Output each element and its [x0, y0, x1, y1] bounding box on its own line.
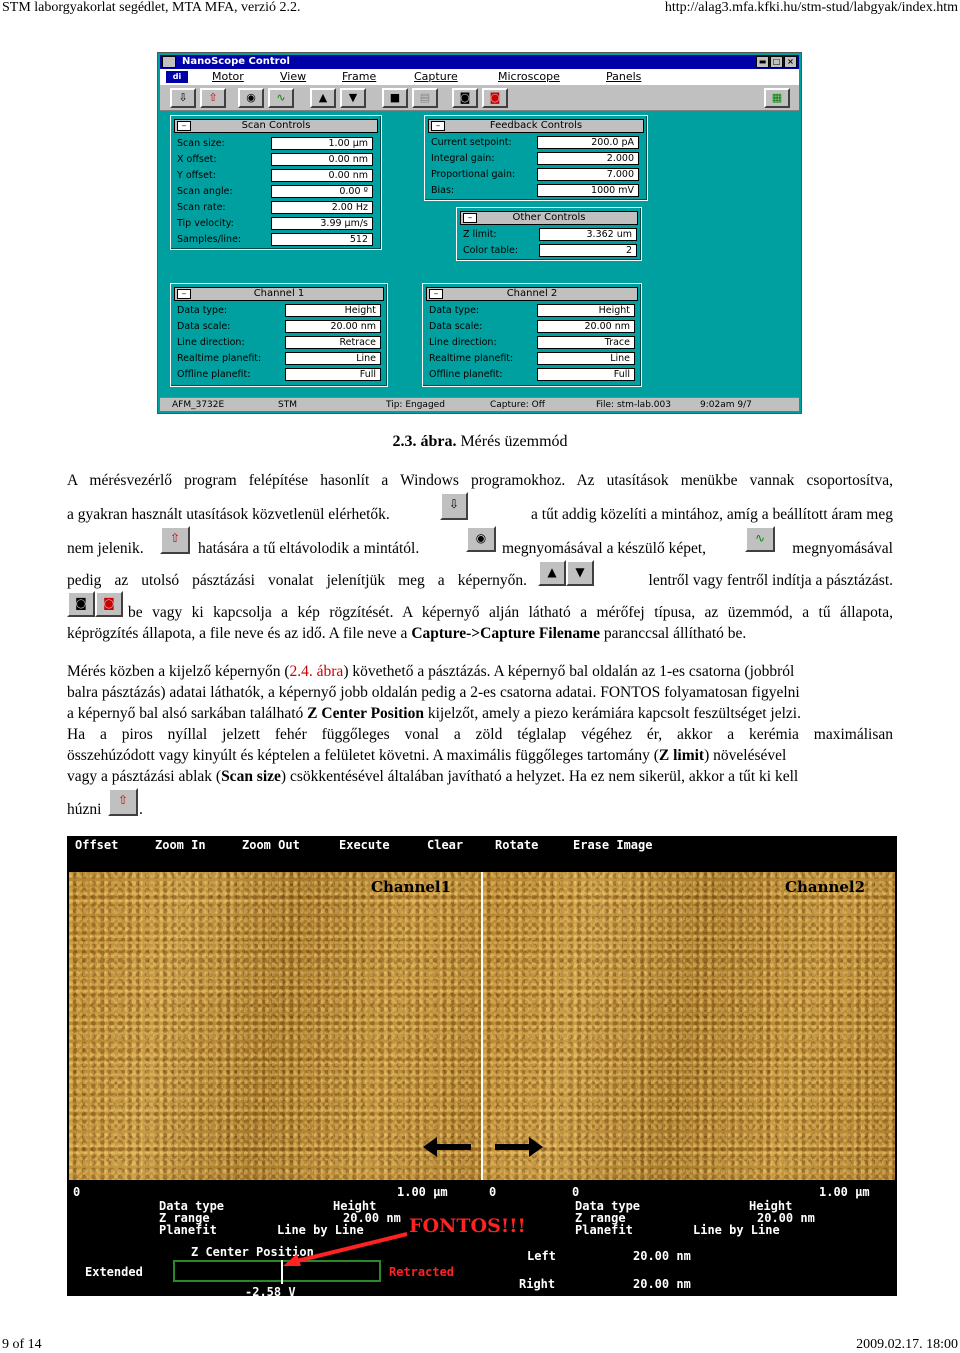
y-offset-field[interactable]: 0.00 nm: [271, 169, 373, 182]
channel2-label: Channel2: [785, 878, 866, 896]
ch1-offline-planefit-field[interactable]: Full: [285, 368, 381, 381]
nanoscope-statusbar: [160, 397, 799, 411]
frame-up-icon[interactable]: ▲: [310, 88, 336, 108]
tip-velocity-field[interactable]: 3.99 µm/s: [271, 217, 373, 230]
para2-line5: összehúzódott vagy kinyúlt és képtelen a felületet követni. A maximális függőleges tartomány (Z limit) növelésével: [67, 747, 787, 764]
ch1-realtime-planefit-field[interactable]: Line: [285, 352, 381, 365]
menu-frame[interactable]: Frame: [342, 70, 377, 83]
engage-icon[interactable]: ⇩: [170, 88, 196, 108]
menu-execute[interactable]: Execute: [339, 838, 390, 852]
channel1-panel: – Channel 1 Data type: Height Data scale: 20.00 nm Line direction: Retrace Realtime planefit: Line Offline planefit: Full: [170, 283, 388, 387]
scan-info-panel: 0 1.00 µm 0 0 1.00 µm Data type Height Z range 20.00 nm Planefit Line by Line Data type Height Z range 20.00 nm Planefit Line by Line FONTOS!!! Z Center Position Extended Retracted -2.58 V Left 20.00 nm Right 20.00 nm: [67, 1182, 897, 1296]
minimize-icon[interactable]: ▬: [756, 56, 769, 68]
samples-line-field[interactable]: 512: [271, 233, 373, 246]
red-arrow-icon: [281, 1230, 411, 1270]
para2-line3: a képernyő bal alsó sarkában található Z Center Position kijelzőt, amely a piezo kerámiára kapcsolt feszültséget jelzi.: [67, 705, 801, 722]
para1-line1: A mérésvezérlő program felépítése hasonlít a Windows programokhoz. Az utasítások menükbe vannak csoportosítva,: [67, 472, 893, 489]
status-tip: Tip: Engaged: [386, 400, 445, 410]
channel2-image[interactable]: [483, 872, 895, 1180]
other-controls-panel: – Other Controls Z limit: 3.362 um Color table: 2: [456, 207, 642, 261]
menu-panels[interactable]: Panels: [606, 70, 642, 83]
para1-line3d: megnyomásával: [792, 540, 893, 557]
maximize-icon[interactable]: □: [770, 56, 783, 68]
para2-line7a: húzni: [67, 801, 102, 818]
para1-line4a: pedig az utolsó pásztázási vonalat jelenítjük meg a képernyőn.: [67, 572, 527, 589]
para1-line3b: hatására a tű eltávolodik a mintától.: [198, 540, 420, 557]
para2-line2: balra pásztázás) adatai láthatók, a képernyő jobb oldalán pedig a 2-es csatorna adatai. FONTOS folyamatosan figyelni: [67, 684, 800, 701]
stop-icon[interactable]: ■: [382, 88, 408, 108]
para1-line2b: a tűt addig közelíti a mintához, amíg a beállított áram meg: [531, 506, 893, 523]
channel2-panel: – Channel 2 Data type: Height Data scale: 20.00 nm Line direction: Trace Realtime planefit: Line Offline planefit: Full: [422, 283, 642, 387]
panel-grid-icon[interactable]: ▦: [764, 88, 790, 108]
ch1-data-type-field[interactable]: Height: [285, 304, 381, 317]
eye-icon: ◉: [466, 526, 496, 552]
para1-line6: képrögzítés állapota, a file neve és az idő. A file neve a Capture->Capture Filename paranccsal állítható be.: [67, 625, 747, 642]
eye-icon[interactable]: ◉: [238, 88, 264, 108]
page-footer-count: 9 of 14: [2, 1337, 42, 1352]
channel1-header: – Channel 1: [174, 287, 384, 301]
menu-erase-image[interactable]: Erase Image: [573, 838, 653, 852]
para2-line6: vagy a pásztázási ablak (Scan size) csökkentésével általában javítható a helyzet. Ha ez nem sikerül, akkor a tűt ki kell: [67, 768, 799, 785]
menu-zoom-in[interactable]: Zoom In: [155, 838, 206, 852]
scan-display: [67, 836, 897, 1299]
scope-wave-icon: ∿: [745, 526, 775, 552]
frame-down-icon[interactable]: ▼: [340, 88, 366, 108]
para2-line1: Mérés közben a kijelző képernyőn (2.4. ábra) követhető a pásztázás. A képernyő bal oldalán az 1-es csatorna (jobbról: [67, 663, 795, 680]
status-mode: STM: [278, 400, 297, 410]
withdraw-icon: ⇧: [108, 788, 138, 816]
capture-cancel-icon: ◙: [95, 591, 123, 617]
feedback-controls-panel: – Feedback Controls Current setpoint: 200.0 pA Integral gain: 2.000 Proportional gain: 7.000 Bias: 1000 mV: [424, 115, 648, 201]
engage-icon: ⇩: [440, 492, 468, 520]
window-title: NanoScope Control: [182, 56, 290, 67]
panel-collapse-icon[interactable]: –: [429, 289, 443, 299]
para1-line3a: nem jelenik.: [67, 540, 144, 557]
ch1-line-direction-field[interactable]: Retrace: [285, 336, 381, 349]
nanoscope-titlebar: [160, 55, 799, 69]
page-header-url[interactable]: http://alag3.mfa.kfki.hu/stm-stud/labgyak/index.htm: [664, 0, 958, 15]
status-file: File: stm-lab.003: [596, 400, 671, 410]
para1-line4b: lentről vagy fentről indítja a pásztázást.: [648, 572, 893, 589]
ch1-data-scale-field[interactable]: 20.00 nm: [285, 320, 381, 333]
channel1-label: Channel1: [371, 878, 452, 896]
scope-wave-icon[interactable]: ∿: [268, 88, 294, 108]
para1-line5: be vagy ki kapcsolja a kép rögzítését. A képernyő alján látható a mérőfej típusa, az üzemmód, a tű állapota,: [128, 604, 893, 621]
scan-angle-field[interactable]: 0.00 º: [271, 185, 373, 198]
withdraw-icon: ⇧: [160, 526, 190, 554]
nanoscope-toolbar: [160, 85, 799, 111]
menu-zoom-out[interactable]: Zoom Out: [242, 838, 300, 852]
nanoscope-menubar: [160, 69, 799, 85]
scan-controls-header: – Scan Controls: [174, 119, 378, 133]
panel-collapse-icon[interactable]: –: [431, 121, 445, 131]
menu-clear[interactable]: Clear: [427, 838, 464, 852]
para2-line7b: .: [139, 801, 143, 818]
figure-link-2-4[interactable]: 2.4. ábra: [289, 663, 344, 680]
ch2-realtime-planefit-field[interactable]: Line: [537, 352, 635, 365]
system-menu-icon[interactable]: [162, 56, 176, 68]
channel2-header: – Channel 2: [426, 287, 638, 301]
menu-offset[interactable]: Offset: [75, 838, 119, 852]
scan-size-field[interactable]: 1.00 µm: [271, 137, 373, 150]
z-center-value: -2.58 V: [245, 1285, 296, 1299]
page-footer-date: 2009.02.17. 18:00: [856, 1337, 958, 1352]
x-offset-field[interactable]: 0.00 nm: [271, 153, 373, 166]
proportional-gain-field[interactable]: 7.000: [537, 168, 639, 181]
fontos-warning: FONTOS!!!: [409, 1215, 526, 1237]
nanoscope-window: [157, 52, 802, 414]
feedback-controls-header: – Feedback Controls: [428, 119, 644, 133]
para1-line3c: megnyomásával a készülő képet,: [502, 540, 707, 557]
page-header-title: STM laborgyakorlat segédlet, MTA MFA, verzió 2.2.: [2, 0, 301, 15]
figure-caption-2-3: 2.3. ábra. Mérés üzemmód: [392, 433, 568, 450]
panel-collapse-icon[interactable]: –: [463, 213, 477, 223]
status-capture: Capture: Off: [490, 400, 545, 410]
frame-down-icon: ▼: [566, 560, 594, 586]
menu-rotate[interactable]: Rotate: [495, 838, 539, 852]
scan-controls-panel: – Scan Controls Scan size: 1.00 µm X offset: 0.00 nm Y offset: 0.00 nm Scan angle: 0.00 º Scan rate: 2.00 Hz Tip velocity: 3.99 µm/s Samples/line: 512: [170, 115, 382, 250]
menu-microscope[interactable]: Microscope: [498, 70, 560, 83]
frame-up-icon: ▲: [538, 560, 566, 586]
channel1-image[interactable]: [69, 872, 481, 1180]
bias-field[interactable]: 1000 mV: [537, 184, 639, 197]
panel-collapse-icon[interactable]: –: [177, 289, 191, 299]
panel-collapse-icon[interactable]: –: [177, 121, 191, 131]
z-center-label: Z Center Position: [191, 1245, 314, 1259]
color-table-field[interactable]: 2: [539, 244, 637, 257]
ch2-data-scale-field[interactable]: 20.00 nm: [537, 320, 635, 333]
close-icon[interactable]: ×: [784, 56, 797, 68]
other-controls-header: – Other Controls: [460, 211, 638, 225]
di-logo: di: [166, 71, 188, 83]
status-time: 9:02am 9/7: [700, 400, 752, 410]
z-limit-field[interactable]: 3.362 um: [539, 228, 637, 241]
scan-direction-arrows: [423, 1132, 543, 1162]
capture-cancel-icon[interactable]: ◙: [482, 88, 508, 108]
scan-rate-field[interactable]: 2.00 Hz: [271, 201, 373, 214]
scan-menubar: [67, 836, 897, 854]
withdraw-icon[interactable]: ⇧: [200, 88, 226, 108]
status-machine: AFM_3732E: [172, 400, 225, 410]
ch2-offline-planefit-field[interactable]: Full: [537, 368, 635, 381]
integral-gain-field[interactable]: 2.000: [537, 152, 639, 165]
current-setpoint-field[interactable]: 200.0 pA: [537, 136, 639, 149]
menu-view[interactable]: View: [280, 70, 307, 83]
para2-line4: Ha a piros nyíllal jelzett fehér függőleges vonal a zöld téglalap végéhez ér, akkor a kerémia maximálisan: [67, 726, 893, 743]
capture-icon[interactable]: ◙: [452, 88, 478, 108]
para1-line2a: a gyakran használt utasítások közvetlenül elérhetők.: [67, 506, 390, 523]
menu-capture[interactable]: Capture: [414, 70, 458, 83]
ch2-data-type-field[interactable]: Height: [537, 304, 635, 317]
capture-disabled-icon[interactable]: ▤: [412, 88, 438, 108]
ch2-line-direction-field[interactable]: Trace: [537, 336, 635, 349]
capture-icon: ◙: [67, 591, 95, 617]
menu-motor[interactable]: Motor: [212, 70, 244, 83]
